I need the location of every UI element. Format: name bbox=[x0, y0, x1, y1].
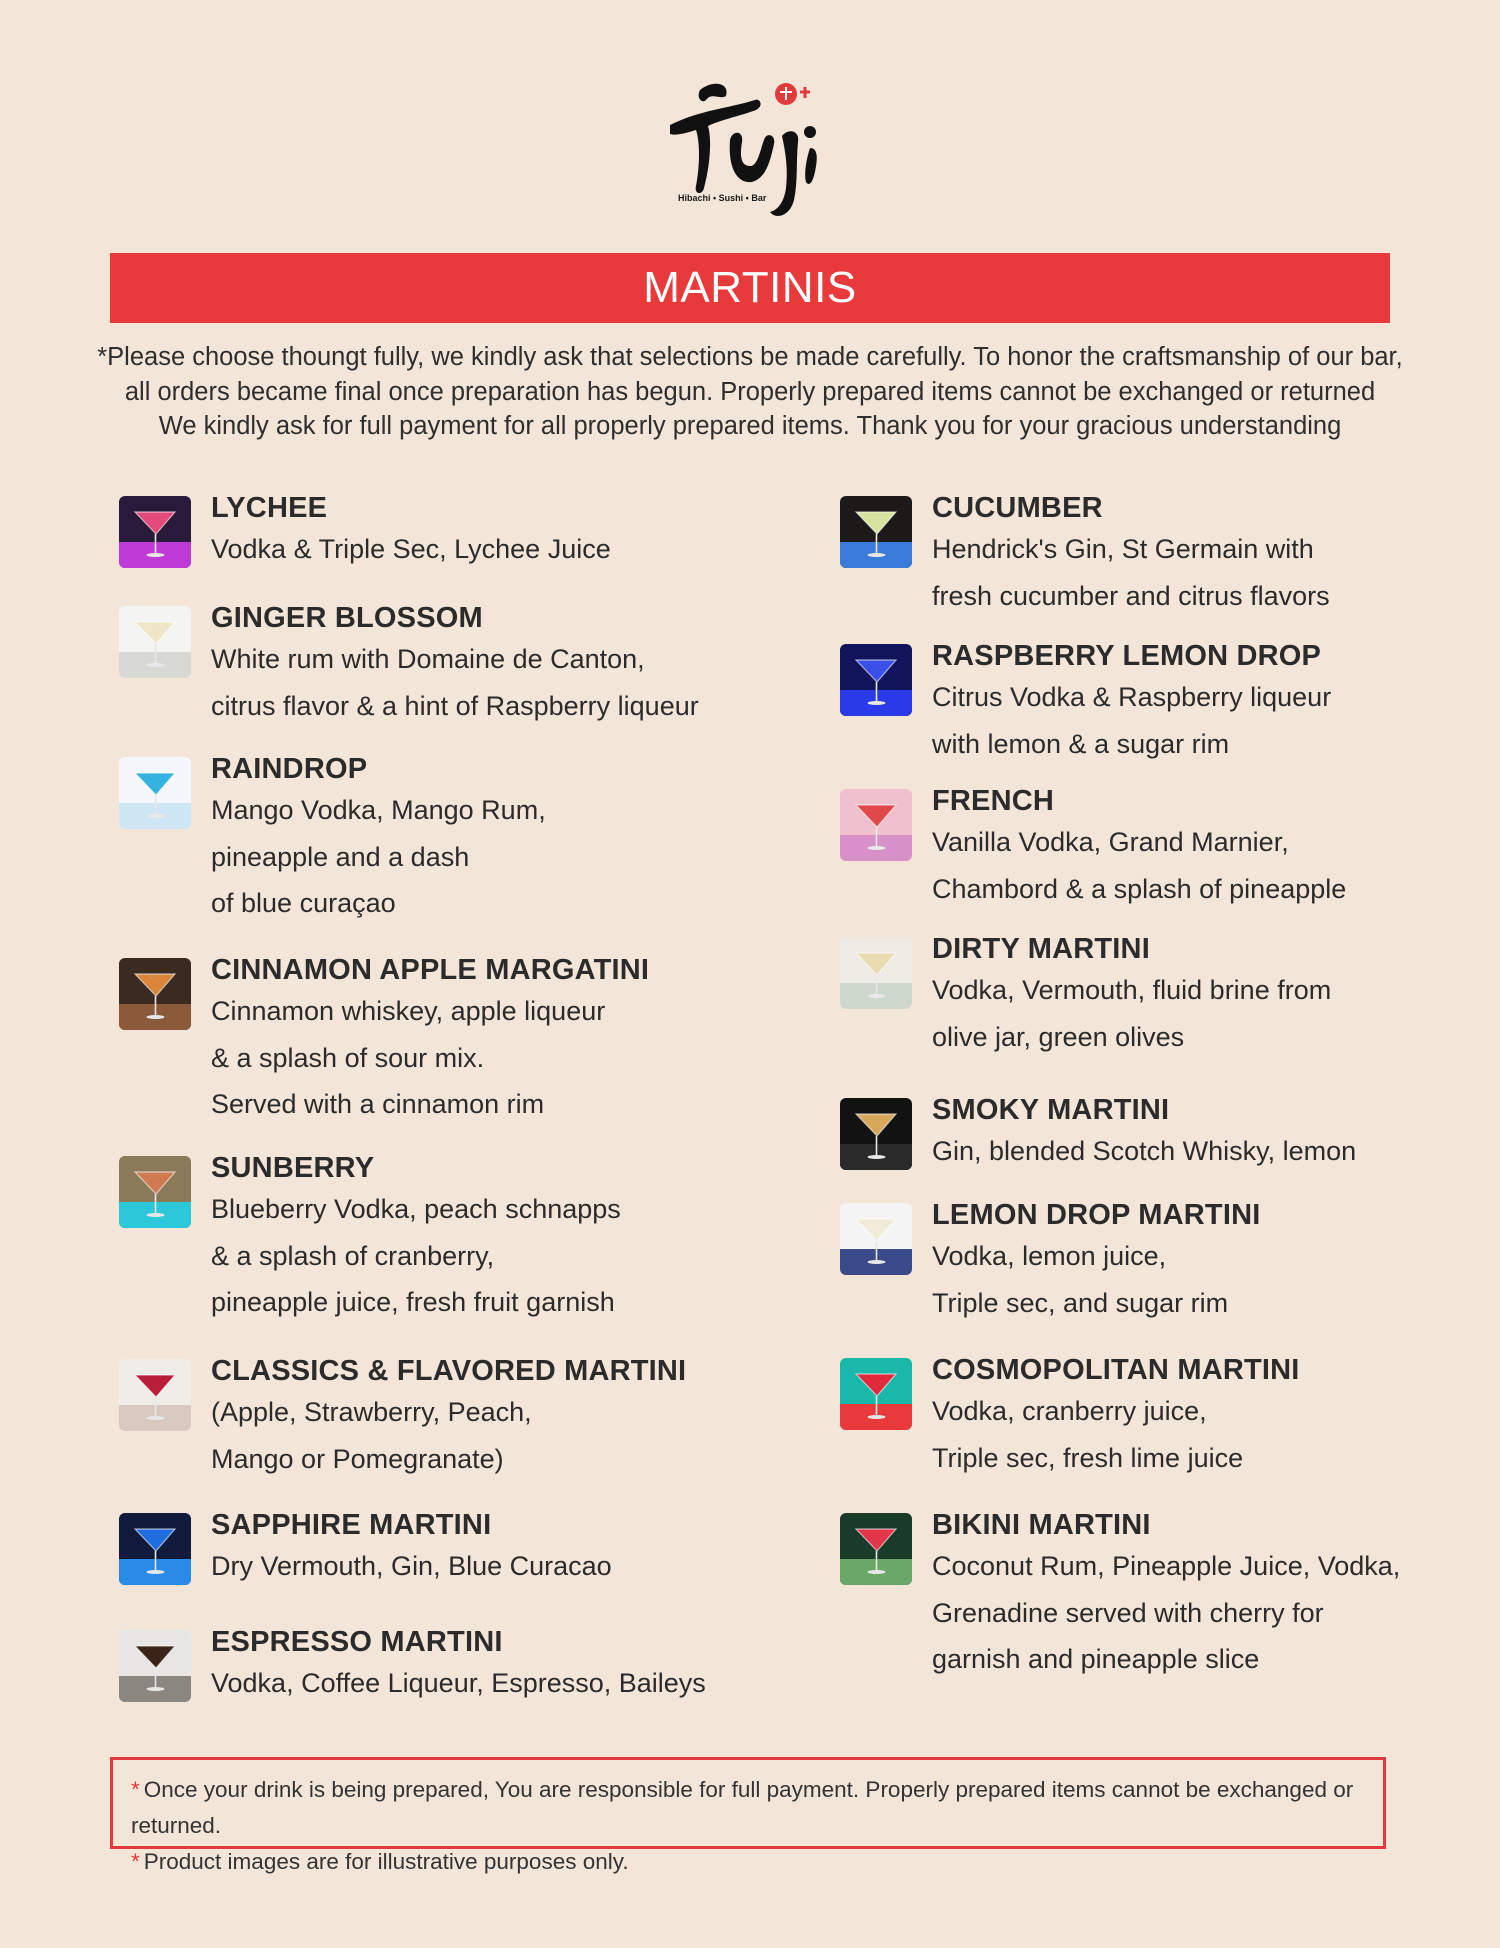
menu-item-description: fresh cucumber and citrus flavors bbox=[932, 580, 1330, 611]
menu-item-name: COSMOPOLITAN MARTINI bbox=[932, 1354, 1300, 1386]
fuji-logo bbox=[660, 70, 840, 230]
menu-item-description: Served with a cinnamon rim bbox=[211, 1089, 545, 1119]
menu-item-description: Vanilla Vodka, Grand Marnier, bbox=[932, 827, 1289, 857]
menu-item-text bbox=[932, 1094, 1492, 1175]
notice-line: all orders became final once preparation has begun. Properly prepared items cannot be exchanged or returned bbox=[124, 377, 1376, 406]
menu-item-description: olive jar, green olives bbox=[932, 1021, 1185, 1052]
martini-sapphire-icon bbox=[119, 1513, 191, 1585]
section-title-banner: MARTINIS bbox=[110, 253, 1390, 323]
martini-raspberry-icon bbox=[840, 644, 912, 716]
menu-item-name: SUNBERRY bbox=[211, 1152, 375, 1184]
menu-item-description: citrus flavor & a hint of Raspberry liqueur bbox=[211, 690, 699, 721]
footer-text: Product images are for illustrative purposes only. bbox=[143, 1849, 629, 1874]
menu-item-name: FRENCH bbox=[932, 785, 1055, 817]
menu-item-description: (Apple, Strawberry, Peach, bbox=[211, 1397, 532, 1427]
menu-item-text bbox=[211, 1152, 771, 1326]
logo-tagline: Hibachi • Sushi • Bar bbox=[678, 193, 767, 203]
menu-item-description: Mango or Pomegranate) bbox=[211, 1443, 504, 1474]
martini-ginger-icon bbox=[119, 606, 191, 678]
martini-cinnamon-icon bbox=[119, 958, 191, 1030]
notice-line: *Please choose thoungt fully, we kindly ask that selections be made carefully. To honor the craftsmanship of our bar, bbox=[97, 343, 1403, 371]
menu-item-name: BIKINI MARTINI bbox=[932, 1509, 1151, 1541]
asterisk-icon: * bbox=[131, 1777, 140, 1802]
menu-item-text bbox=[932, 785, 1492, 912]
menu-item-description: & a splash of sour mix. bbox=[211, 1042, 485, 1073]
menu-item-text bbox=[932, 933, 1492, 1060]
menu-item-text bbox=[211, 1509, 771, 1590]
martini-lychee-icon bbox=[119, 496, 191, 568]
footer-text: Once your drink is being prepared, You are responsible for full payment. Properly prepared items cannot be exchanged or returned. bbox=[131, 1777, 1354, 1838]
notice-line: We kindly ask for full payment for all properly prepared items. Thank you for your gracious understanding bbox=[158, 412, 1342, 440]
menu-item-name: LYCHEE bbox=[211, 492, 328, 524]
menu-item-text bbox=[211, 753, 771, 927]
menu-item-text bbox=[932, 640, 1492, 767]
menu-item-description: Vodka, cranberry juice, bbox=[932, 1396, 1207, 1426]
menu-item-name: SMOKY MARTINI bbox=[932, 1094, 1170, 1126]
menu-item-name: CINNAMON APPLE MARGATINI bbox=[211, 954, 650, 986]
menu-item-text bbox=[211, 602, 771, 729]
menu-item-description: Triple sec, and sugar rim bbox=[932, 1287, 1229, 1318]
martini-cucumber-icon bbox=[840, 496, 912, 568]
menu-item-description: pineapple and a dash bbox=[211, 841, 470, 872]
menu-item-name: RASPBERRY LEMON DROP bbox=[932, 640, 1322, 672]
martini-classic-icon bbox=[119, 1359, 191, 1431]
menu-item-description: Gin, blended Scotch Whisky, lemon bbox=[932, 1136, 1357, 1166]
fuji-logo-mark bbox=[660, 70, 840, 230]
menu-item-name: ESPRESSO MARTINI bbox=[211, 1626, 503, 1658]
menu-item-description: Chambord & a splash of pineapple bbox=[932, 873, 1347, 904]
menu-item-name: SAPPHIRE MARTINI bbox=[211, 1509, 492, 1541]
martini-lemondrop-icon bbox=[840, 1203, 912, 1275]
martini-raindrop-icon bbox=[119, 757, 191, 829]
menu-item-description: Triple sec, fresh lime juice bbox=[932, 1442, 1244, 1473]
menu-item-text bbox=[211, 1626, 771, 1707]
menu-item-description: with lemon & a sugar rim bbox=[932, 728, 1230, 759]
menu-item-description: Dry Vermouth, Gin, Blue Curacao bbox=[211, 1551, 612, 1581]
menu-item-description: Vodka, Coffee Liqueur, Espresso, Baileys bbox=[211, 1668, 706, 1698]
menu-item-description: Hendrick's Gin, St Germain with bbox=[932, 534, 1314, 564]
menu-item-description: Vodka, lemon juice, bbox=[932, 1241, 1167, 1271]
martini-french-icon bbox=[840, 789, 912, 861]
menu-item-description: & a splash of cranberry, bbox=[211, 1240, 495, 1271]
menu-item-description: pineapple juice, fresh fruit garnish bbox=[211, 1287, 615, 1317]
menu-item-description: of blue curaçao bbox=[211, 888, 396, 918]
menu-item-text bbox=[211, 1355, 771, 1482]
menu-item-description: Grenadine served with cherry for bbox=[932, 1597, 1324, 1628]
menu-item-description: Cinnamon whiskey, apple liqueur bbox=[211, 996, 606, 1026]
menu-item-description: Citrus Vodka & Raspberry liqueur bbox=[932, 682, 1332, 712]
menu-item-text bbox=[932, 1509, 1492, 1683]
menu-item-text bbox=[932, 1199, 1492, 1326]
menu-item-description: garnish and pineapple slice bbox=[932, 1644, 1260, 1674]
martini-smoky-icon bbox=[840, 1098, 912, 1170]
martini-cosmopolitan-icon bbox=[840, 1358, 912, 1430]
menu-item-name: LEMON DROP MARTINI bbox=[932, 1199, 1261, 1231]
menu-item-description: Mango Vodka, Mango Rum, bbox=[211, 795, 546, 825]
menu-item-text bbox=[932, 492, 1492, 619]
menu-item-name: DIRTY MARTINI bbox=[932, 933, 1150, 965]
asterisk-icon: * bbox=[131, 1849, 140, 1874]
menu-item-name: GINGER BLOSSOM bbox=[211, 602, 483, 634]
menu-item-name: CUCUMBER bbox=[932, 492, 1103, 524]
menu-item-name: CLASSICS & FLAVORED MARTINI bbox=[211, 1355, 687, 1387]
menu-item-description: Blueberry Vodka, peach schnapps bbox=[211, 1194, 621, 1224]
menu-item-description: Coconut Rum, Pineapple Juice, Vodka, bbox=[932, 1551, 1401, 1581]
menu-item-name: RAINDROP bbox=[211, 753, 368, 785]
menu-item-text bbox=[932, 1354, 1492, 1481]
footer-line bbox=[131, 1844, 1383, 1880]
menu-item-description: Vodka & Triple Sec, Lychee Juice bbox=[211, 534, 611, 564]
menu-item-text bbox=[211, 954, 771, 1128]
menu-item-description: White rum with Domaine de Canton, bbox=[211, 644, 645, 674]
menu-item-description: Vodka, Vermouth, fluid brine from bbox=[932, 975, 1332, 1005]
martini-bikini-icon bbox=[840, 1513, 912, 1585]
footer-line bbox=[131, 1772, 1383, 1844]
martini-sunberry-icon bbox=[119, 1156, 191, 1228]
footer-disclaimer bbox=[110, 1757, 1386, 1874]
menu-item-text bbox=[211, 492, 771, 573]
martini-espresso-icon bbox=[119, 1630, 191, 1702]
order-notice bbox=[90, 340, 1410, 444]
martini-dirty-icon bbox=[840, 937, 912, 1009]
